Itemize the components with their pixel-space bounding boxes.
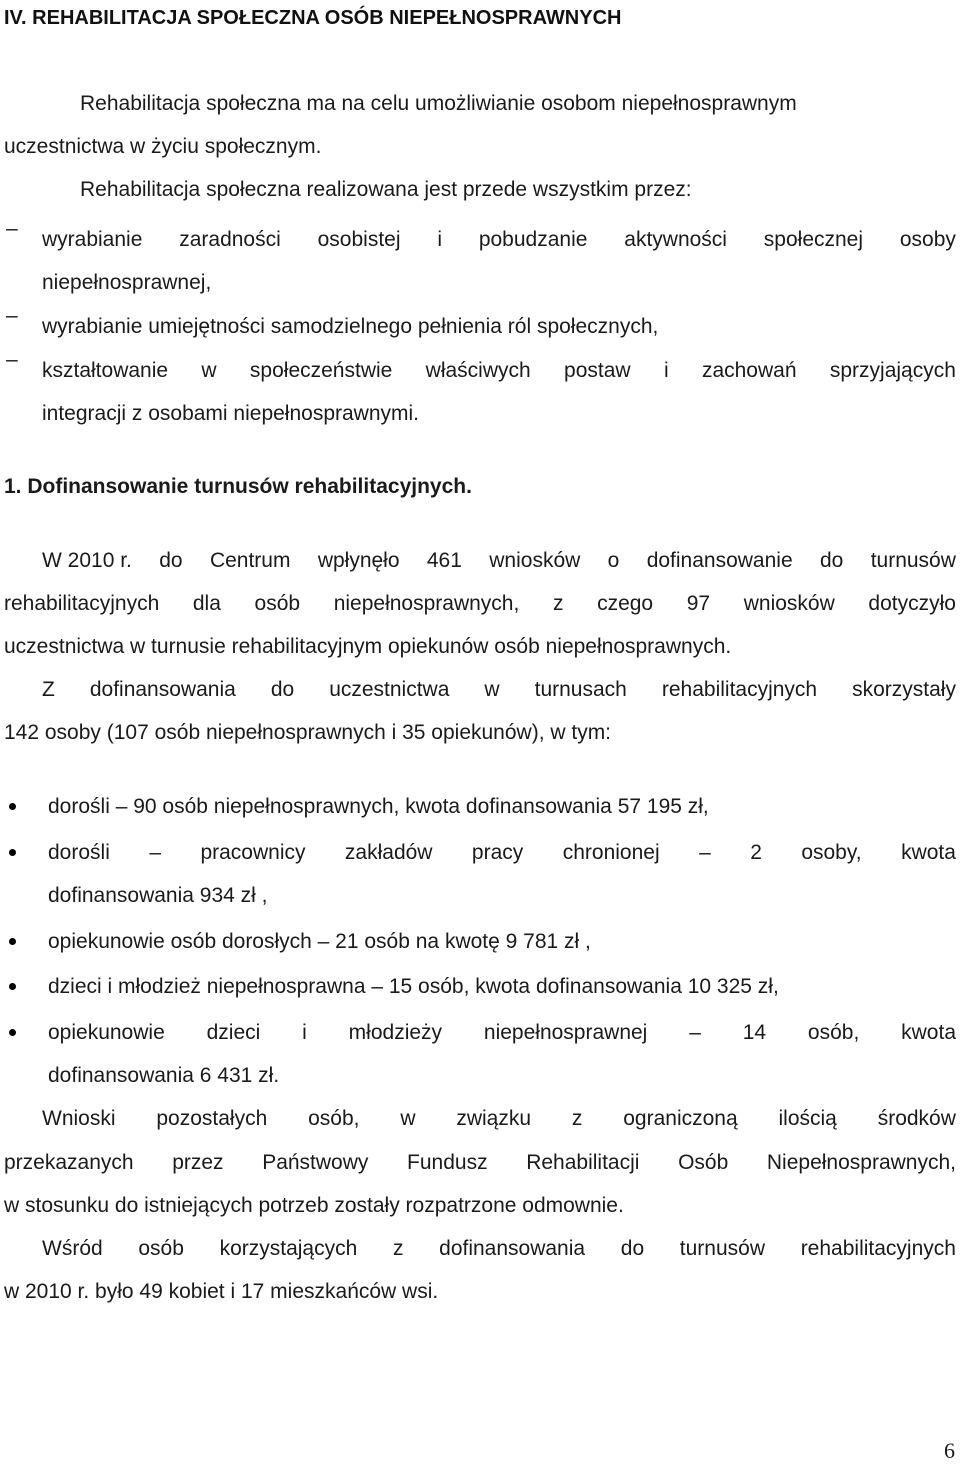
word: dorośli	[48, 841, 110, 864]
para1-line-1	[42, 545, 956, 577]
word: dofinansowania	[439, 1237, 586, 1260]
page-number: 6	[944, 1438, 955, 1463]
word: w	[484, 678, 500, 701]
dash-item-2-line-1: wyrabianie umiejętności samodzielnego pełnienia ról społecznych,	[42, 315, 659, 338]
dash-marker: –	[6, 348, 18, 371]
word: osób	[254, 592, 301, 615]
word: Fundusz	[407, 1151, 488, 1174]
word: 2	[750, 841, 762, 864]
bullet-item-5-line-2: dofinansowania 6 431 zł.	[48, 1064, 280, 1087]
word: Wnioski	[42, 1107, 116, 1130]
para4-line-2: w 2010 r. było 49 kobiet i 17 mieszkańców wsi.	[4, 1280, 439, 1303]
bullet-marker	[9, 803, 16, 810]
word: uczestnictwa	[329, 678, 450, 701]
word: i	[663, 359, 669, 382]
word: do	[159, 549, 183, 572]
dash-item-1-line-2: niepełnosprawnej,	[42, 271, 212, 294]
word: rehabilitacyjnych	[4, 592, 160, 615]
word: przekazanych	[4, 1151, 134, 1174]
word: opiekunowie	[48, 1021, 165, 1044]
word: społecznej	[763, 228, 864, 251]
word: właściwych	[425, 359, 531, 382]
dash-item-1-line-1	[42, 224, 956, 256]
word: i	[302, 1021, 307, 1044]
word: zachowań	[701, 359, 797, 382]
word: osób	[138, 1237, 184, 1260]
word: do	[819, 549, 844, 572]
word: w	[400, 1107, 416, 1130]
bullet-item-5-line-1	[48, 1017, 956, 1049]
word: Państwowy	[262, 1151, 369, 1174]
word: Wśród	[42, 1237, 103, 1260]
word: pracownicy	[200, 841, 306, 864]
word: Z	[42, 678, 55, 701]
word: osób,	[308, 1107, 360, 1130]
word: –	[689, 1021, 701, 1044]
bullet-item-3: opiekunowie osób dorosłych – 21 osób na kwotę 9 781 zł ,	[48, 930, 591, 953]
word: dofinansowanie	[646, 549, 793, 572]
word: wyrabianie	[42, 228, 143, 251]
section-title: IV. REHABILITACJA SPOŁECZNA OSÓB NIEPEŁNOSPRAWNYCH	[4, 7, 622, 29]
word: skorzystały	[852, 678, 956, 701]
word: sprzyjających	[829, 359, 956, 382]
word: w	[201, 359, 217, 382]
word: zakładów	[344, 841, 433, 864]
word: z	[552, 592, 564, 615]
bullet-item-2-line-2: dofinansowania 934 zł ,	[48, 884, 268, 907]
word: 14	[742, 1021, 767, 1044]
word: turnusów	[870, 549, 956, 572]
para1-line-2	[4, 588, 956, 620]
word: Rehabilitacji	[526, 1151, 640, 1174]
word: pobudzanie	[478, 228, 588, 251]
dash-marker: –	[6, 304, 18, 327]
word: osób,	[807, 1021, 860, 1044]
word: środków	[877, 1107, 956, 1130]
para3-line-3: w stosunku do istniejących potrzeb zostały rozpatrzone odmownie.	[4, 1194, 624, 1217]
bullet-marker	[9, 938, 16, 945]
word: przez	[172, 1151, 224, 1174]
word: ograniczoną	[623, 1107, 738, 1130]
bullet-item-4: dzieci i młodzież niepełnosprawna – 15 osób, kwota dofinansowania 10 325 zł,	[48, 975, 779, 998]
para3-line-1	[42, 1103, 956, 1135]
word: 461	[426, 549, 462, 572]
para1-line-3: uczestnictwa w turnusie rehabilitacyjnym opiekunów osób niepełnosprawnych.	[4, 635, 732, 658]
word: i	[437, 228, 442, 251]
word: z	[571, 1107, 583, 1130]
word: postaw	[564, 359, 631, 382]
subsection-title: 1. Dofinansowanie turnusów rehabilitacyjnych.	[4, 475, 472, 498]
word: 97	[686, 592, 711, 615]
word: pracy	[471, 841, 524, 864]
word: Niepełnosprawnych,	[766, 1151, 956, 1174]
word: młodzieży	[348, 1021, 443, 1044]
para2-line-2: 142 osoby (107 osób niepełnosprawnych i 35 opiekunów), w tym:	[4, 721, 612, 744]
word: W 2010 r.	[42, 549, 132, 572]
word: osoby	[899, 228, 956, 251]
para3-line-2	[4, 1147, 956, 1179]
intro-line-1: Rehabilitacja społeczna ma na celu umożliwianie osobom niepełnosprawnym	[80, 92, 797, 115]
word: dotyczyło	[868, 592, 956, 615]
word: do	[620, 1237, 645, 1260]
word: z	[392, 1237, 404, 1260]
intro-line-3: Rehabilitacja społeczna realizowana jest przede wszystkim przez:	[80, 178, 692, 201]
word: pozostałych	[156, 1107, 268, 1130]
word: o	[607, 549, 620, 572]
word: wniosków	[743, 592, 835, 615]
word: turnusów	[679, 1237, 766, 1260]
word: niepełnosprawnych,	[333, 592, 520, 615]
word: dla	[192, 592, 221, 615]
dash-item-3-line-2: integracji z osobami niepełnosprawnymi.	[42, 402, 420, 425]
word: rehabilitacyjnych	[661, 678, 818, 701]
word: Centrum	[209, 549, 291, 572]
word: wpłynęło	[317, 549, 400, 572]
para4-line-1	[42, 1233, 956, 1265]
word: czego	[597, 592, 654, 615]
word: niepełnosprawnej	[483, 1021, 648, 1044]
word: chronionej	[562, 841, 660, 864]
word: –	[699, 841, 711, 864]
word: osobistej	[317, 228, 401, 251]
bullet-marker	[9, 983, 16, 990]
bullet-item-2-line-1	[48, 837, 956, 869]
word: –	[149, 841, 161, 864]
word: ilością	[778, 1107, 837, 1130]
word: kształtowanie	[42, 359, 169, 382]
word: dzieci	[206, 1021, 261, 1044]
bullet-marker	[9, 849, 16, 856]
word: do	[270, 678, 295, 701]
word: aktywności	[624, 228, 727, 251]
word: kwota	[901, 841, 956, 864]
word: zaradności	[179, 228, 281, 251]
word: społeczeństwie	[249, 359, 393, 382]
word: turnusach	[534, 678, 627, 701]
bullet-marker	[9, 1029, 16, 1036]
dash-marker: –	[6, 217, 18, 240]
word: osoby,	[801, 841, 862, 864]
word: korzystających	[219, 1237, 358, 1260]
dash-item-3-line-1	[42, 355, 956, 387]
word: dofinansowania	[89, 678, 236, 701]
word: Osób	[678, 1151, 729, 1174]
bullet-item-1: dorośli – 90 osób niepełnosprawnych, kwota dofinansowania 57 195 zł,	[48, 795, 709, 818]
intro-line-2: uczestnictwa w życiu społecznym.	[4, 135, 322, 158]
para2-line-1	[42, 674, 956, 706]
word: wniosków	[489, 549, 581, 572]
word: związku	[456, 1107, 532, 1130]
word: rehabilitacyjnych	[800, 1237, 956, 1260]
word: kwota	[901, 1021, 956, 1044]
